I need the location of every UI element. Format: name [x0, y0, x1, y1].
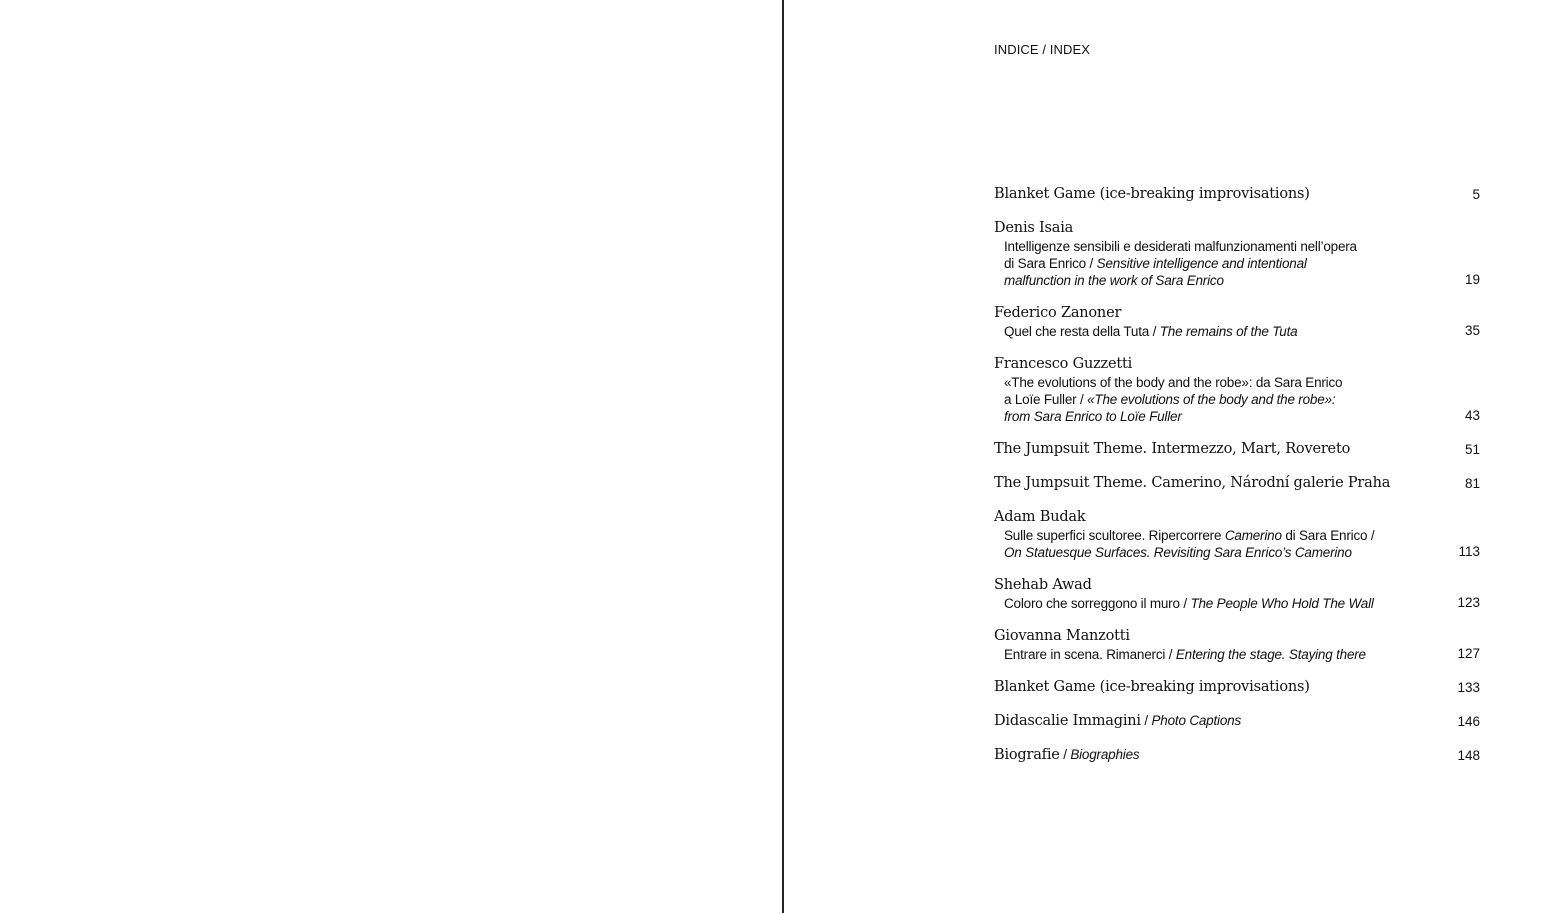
entry-subtitle-line	[994, 595, 1420, 612]
toc-entry[interactable]	[994, 303, 1480, 340]
entry-title: The Jumpsuit Theme. Intermezzo, Mart, Rovereto	[994, 441, 1351, 457]
title-separator: /	[1059, 747, 1071, 762]
entry-title: Blanket Game (ice-breaking improvisations)	[994, 186, 1310, 202]
entry-subtitle-line	[994, 391, 1420, 408]
entry-author: Shehab Awad	[994, 577, 1092, 593]
subtitle-italian: Sulle superfici scultoree. Ripercorrere	[1004, 528, 1225, 543]
subtitle-italian: di Sara Enrico /	[1004, 256, 1097, 271]
entry-title-line	[994, 711, 1420, 731]
subtitle-italian: Coloro che sorreggono il muro /	[1004, 596, 1191, 611]
toc-entry[interactable]	[994, 473, 1480, 493]
entry-subtitle-line	[994, 646, 1420, 663]
entry-author: Giovanna Manzotti	[994, 628, 1130, 644]
entry-title: Didascalie Immagini	[994, 713, 1141, 729]
entry-subtitle-line: Intelligenze sensibili e desiderati malfunzionamenti nell’opera	[1004, 239, 1357, 254]
entry-author: Denis Isaia	[994, 220, 1074, 236]
page-number: 5	[1472, 187, 1480, 202]
page-number: 113	[1458, 544, 1480, 559]
subtitle-english: Sensitive intelligence and intentional	[1096, 256, 1307, 271]
page-number: 51	[1464, 442, 1480, 457]
page-number: 148	[1457, 748, 1480, 763]
entry-author: Francesco Guzzetti	[994, 356, 1133, 372]
subtitle-english: The People Who Hold The Wall	[1190, 596, 1374, 611]
entry-author: Federico Zanoner	[994, 305, 1122, 321]
page-number: 19	[1464, 272, 1480, 287]
toc-entry[interactable]	[994, 677, 1480, 697]
toc-entry[interactable]	[994, 507, 1480, 561]
page-number: 35	[1464, 323, 1480, 338]
page-number: 127	[1457, 646, 1480, 661]
page-number: 81	[1464, 476, 1480, 491]
toc-entry[interactable]	[994, 745, 1480, 765]
toc-entry[interactable]	[994, 354, 1480, 425]
title-separator: /	[1140, 713, 1152, 728]
entry-title: Blanket Game (ice-breaking improvisations)	[994, 679, 1310, 695]
subtitle-english: «The evolutions of the body and the robe»:	[1087, 392, 1336, 407]
toc-entry[interactable]	[994, 711, 1480, 731]
subtitle-italic-work: Camerino	[1224, 528, 1282, 543]
toc-entry[interactable]	[994, 184, 1480, 204]
subtitle-english: The remains of the Tuta	[1159, 324, 1298, 339]
entry-subtitle-line	[994, 527, 1420, 544]
right-page-index	[784, 0, 1566, 913]
subtitle-english: from Sara Enrico to Loïe Fuller	[1004, 409, 1182, 424]
subtitle-english: malfunction in the work of Sara Enrico	[1004, 273, 1224, 288]
toc-entry[interactable]	[994, 218, 1480, 289]
subtitle-italian: a Loïe Fuller /	[1004, 392, 1088, 407]
subtitle-italian: Quel che resta della Tuta /	[1004, 324, 1160, 339]
entry-author: Adam Budak	[994, 509, 1086, 525]
page-number: 133	[1457, 680, 1480, 695]
toc-entry[interactable]	[994, 626, 1480, 663]
page-number: 123	[1457, 595, 1480, 610]
entry-title-english: Photo Captions	[1151, 713, 1242, 728]
table-of-contents	[994, 184, 1480, 779]
entry-subtitle-line: «The evolutions of the body and the robe»: da Sara Enrico	[1004, 375, 1343, 390]
page-number: 43	[1464, 408, 1480, 423]
entry-title: The Jumpsuit Theme. Camerino, Národní galerie Praha	[994, 475, 1391, 491]
subtitle-italian: Entrare in scena. Rimanerci /	[1004, 647, 1176, 662]
entry-subtitle-line	[994, 255, 1420, 272]
subtitle-english: On Statuesque Surfaces. Revisiting Sara Enrico’s Camerino	[1004, 545, 1352, 560]
subtitle-italian: di Sara Enrico /	[1281, 528, 1375, 543]
entry-title: Biografie	[994, 747, 1060, 763]
toc-entry[interactable]	[994, 439, 1480, 459]
page-number: 146	[1457, 714, 1480, 729]
entry-title-english: Biographies	[1070, 747, 1140, 762]
subtitle-english: Entering the stage. Staying there	[1175, 647, 1366, 662]
index-heading: INDICE / INDEX	[994, 42, 1091, 57]
toc-entry[interactable]	[994, 575, 1480, 612]
entry-title-line	[994, 745, 1420, 765]
entry-subtitle-line	[994, 323, 1420, 340]
